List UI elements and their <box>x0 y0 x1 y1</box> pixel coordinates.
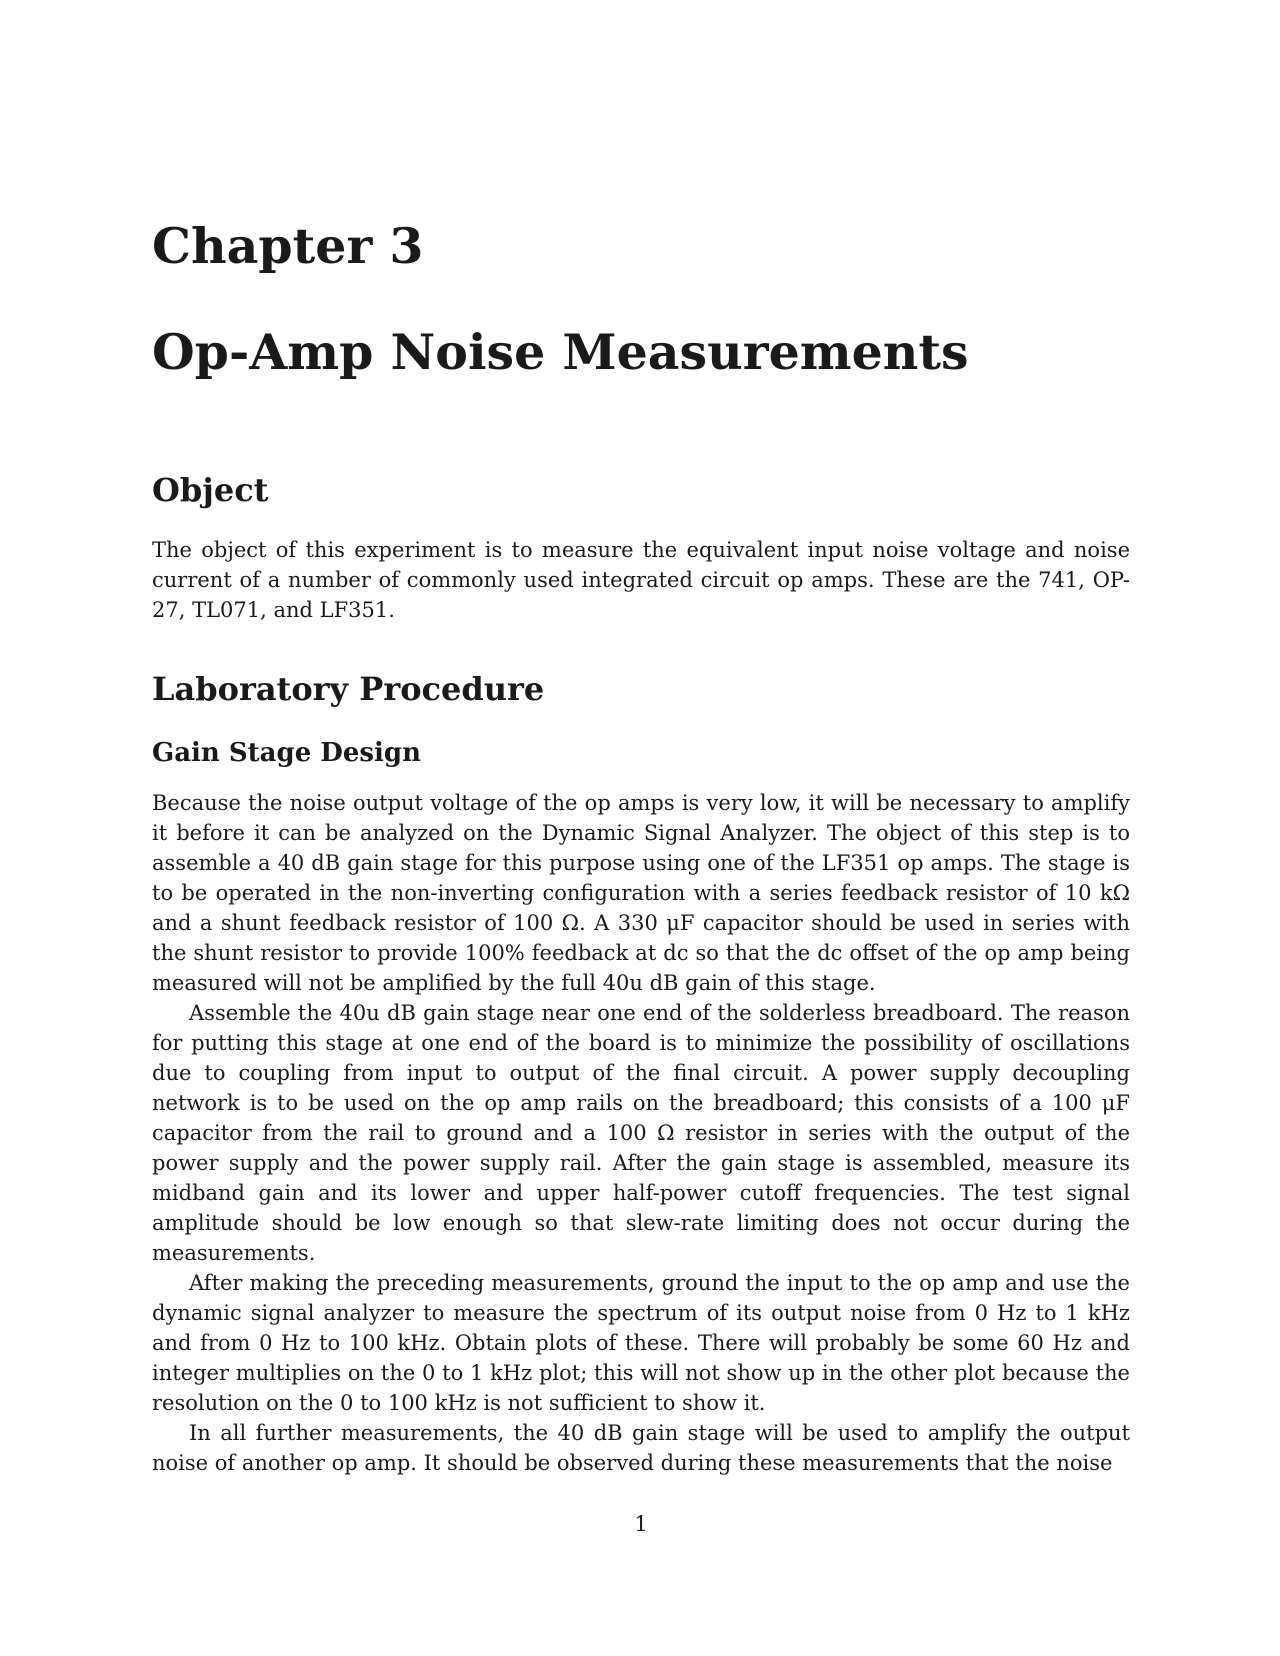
procedure-paragraph-3: After making the preceding measurements, ground the input to the op amp and use the dynamic signal analyzer to measure the spectrum of its output noise from 0 Hz to 1 kHz and from 0 Hz to 100 kHz. Obtain plots of these. There will probably be some 60 Hz and integer multiplies on the 0 to 1 kHz plot; this will not show up in the other plot because the resolution on the 0 to 100 kHz is not sufficient to show it. <box>152 1271 1130 1415</box>
section-heading-procedure: Laboratory Procedure <box>152 670 545 708</box>
document-page <box>152 0 1130 1656</box>
page-number: 1 <box>634 1512 648 1536</box>
procedure-paragraph-2: Assemble the 40u dB gain stage near one end of the solderless breadboard. The reason for putting this stage at one end of the board is to minimize the possibility of oscillations due to coupling from input to output of the final circuit. A power supply decoupling network is to be used on the op amp rails on the breadboard; this consists of a 100 μF capacitor from the rail to ground and a 100 Ω resistor in series with the output of the power supply and the power supply rail. After the gain stage is assembled, measure its midband gain and its lower and upper half-power cutoff frequencies. The test signal amplitude should be low enough so that slew-rate limiting does not occur during the measurements. <box>152 1001 1130 1265</box>
chapter-title: Op-Amp Noise Measurements <box>152 323 969 381</box>
chapter-label: Chapter 3 <box>152 217 424 275</box>
procedure-paragraph-1: Because the noise output voltage of the op amps is very low, it will be necessary to amplify it before it can be analyzed on the Dynamic Signal Analyzer. The object of this step is to assemble a 40 dB gain stage for this purpose using one of the LF351 op amps. The stage is to be operated in the non-inverting configuration with a series feedback resistor of 10 kΩ and a shunt feedback resistor of 100 Ω. A 330 μF capacitor should be used in series with the shunt resistor to provide 100% feedback at dc so that the dc offset of the op amp being measured will not be amplified by the full 40u dB gain of this stage. <box>152 791 1130 995</box>
subsection-heading-gain-stage: Gain Stage Design <box>152 738 421 768</box>
procedure-paragraph-4: In all further measurements, the 40 dB gain stage will be used to amplify the output noise of another op amp. It should be observed during these measurements that the noise <box>152 1421 1130 1475</box>
section-heading-object: Object <box>152 471 269 509</box>
procedure-body <box>152 788 1130 1478</box>
object-body <box>152 535 1130 625</box>
object-paragraph: The object of this experiment is to measure the equivalent input noise voltage and noise current of a number of commonly used integrated circuit op amps. These are the 741, OP-27, TL071, and LF351. <box>152 538 1130 622</box>
